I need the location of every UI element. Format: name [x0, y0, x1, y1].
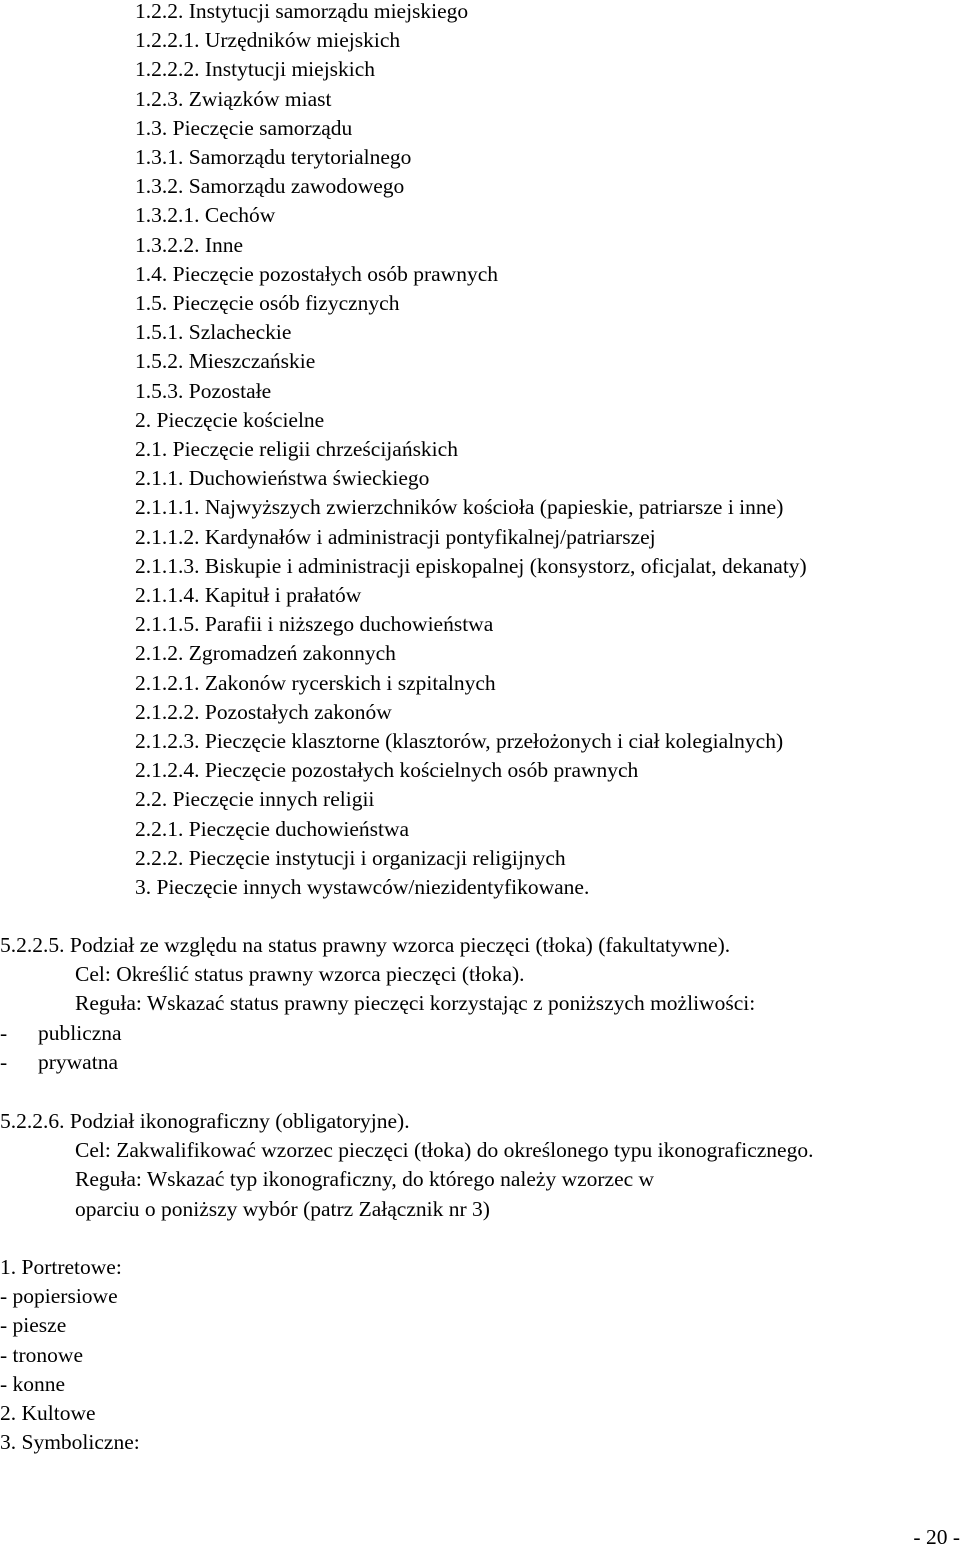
- section-rule: Reguła: Wskazać status prawny pieczęci korzystając z poniższych możliwości:: [75, 991, 756, 1016]
- type-item: - tronowe: [0, 1342, 83, 1367]
- outline-item: 1.3.2.2. Inne: [135, 232, 244, 257]
- iconographic-types-list: [0, 1253, 140, 1457]
- outline-item: 2.1.1.4. Kapituł i prałatów: [135, 583, 362, 608]
- classification-outline: [135, 0, 807, 902]
- outline-item: 2.1.1.5. Parafii i niższego duchowieństwa: [135, 612, 494, 637]
- dash-marker: -: [0, 1020, 8, 1045]
- option-item: [0, 1019, 960, 1048]
- option-label: prywatna: [38, 1049, 118, 1074]
- section-rule-continued: oparciu o poniższy wybór (patrz Załącznik nr 3): [75, 1196, 490, 1221]
- outline-item: 1.2.2. Instytucji samorządu miejskiego: [135, 0, 469, 23]
- outline-item: 1.5.1. Szlacheckie: [135, 320, 292, 345]
- outline-item: 2.1.2.3. Pieczęcie klasztorne (klasztorów, przełożonych i ciał kolegialnych): [135, 729, 784, 754]
- type-item: - konne: [0, 1371, 66, 1396]
- outline-item: 2.2. Pieczęcie innych religii: [135, 787, 375, 812]
- outline-item: 1.3. Pieczęcie samorządu: [135, 115, 353, 140]
- outline-item: 1.5. Pieczęcie osób fizycznych: [135, 291, 400, 316]
- outline-item: 1.5.3. Pozostałe: [135, 378, 272, 403]
- type-item: 2. Kultowe: [0, 1401, 96, 1426]
- section-heading: 5.2.2.5. Podział ze względu na status prawny wzorca pieczęci (tłoka) (fakultatywne).: [0, 933, 731, 957]
- outline-item: 2.2.1. Pieczęcie duchowieństwa: [135, 816, 410, 841]
- outline-item: 1.2.3. Związków miast: [135, 86, 332, 111]
- outline-item: 1.3.2. Samorządu zawodowego: [135, 174, 405, 199]
- option-item: [0, 1048, 960, 1077]
- outline-item: 1.3.1. Samorządu terytorialnego: [135, 145, 412, 170]
- outline-item: 2. Pieczęcie kościelne: [135, 407, 325, 432]
- section-5-2-2-5: [0, 931, 960, 1077]
- outline-item: 2.1.2.2. Pozostałych zakonów: [135, 699, 392, 724]
- outline-item: 2.1.1.3. Biskupie i administracji episkopalnej (konsystorz, oficjalat, dekanaty): [135, 553, 807, 578]
- option-label: publiczna: [38, 1020, 122, 1045]
- section-rule: Reguła: Wskazać typ ikonograficzny, do którego należy wzorzec w: [75, 1167, 655, 1192]
- page-number: - 20 -: [913, 1525, 960, 1549]
- outline-item: 3. Pieczęcie innych wystawców/niezidentyfikowane.: [135, 875, 590, 900]
- type-item: - popiersiowe: [0, 1284, 118, 1309]
- type-item: 1. Portretowe:: [0, 1255, 122, 1279]
- outline-item: 2.1.2. Zgromadzeń zakonnych: [135, 641, 396, 666]
- outline-item: 2.2.2. Pieczęcie instytucji i organizacji religijnych: [135, 845, 566, 870]
- outline-item: 2.1.1. Duchowieństwa świeckiego: [135, 466, 430, 491]
- section-goal: Cel: Zakwalifikować wzorzec pieczęci (tłoka) do określonego typu ikonograficznego.: [75, 1138, 814, 1163]
- type-item: - piesze: [0, 1313, 67, 1338]
- outline-item: 2.1.2.1. Zakonów rycerskich i szpitalnych: [135, 670, 496, 695]
- outline-item: 1.5.2. Mieszczańskie: [135, 349, 316, 374]
- outline-item: 2.1. Pieczęcie religii chrześcijańskich: [135, 437, 458, 462]
- section-goal: Cel: Określić status prawny wzorca pieczęci (tłoka).: [75, 962, 525, 987]
- section-5-2-2-6: [0, 1107, 960, 1224]
- outline-item: 1.4. Pieczęcie pozostałych osób prawnych: [135, 261, 498, 286]
- section-heading: 5.2.2.6. Podział ikonograficzny (obligatoryjne).: [0, 1109, 410, 1133]
- outline-item: 1.2.2.2. Instytucji miejskich: [135, 57, 376, 82]
- outline-item: 1.2.2.1. Urzędników miejskich: [135, 28, 401, 53]
- outline-item: 2.1.1.1. Najwyższych zwierzchników kościoła (papieskie, patriarsze i inne): [135, 495, 784, 520]
- type-item: 3. Symboliczne:: [0, 1430, 140, 1455]
- outline-item: 2.1.2.4. Pieczęcie pozostałych kościelnych osób prawnych: [135, 758, 639, 783]
- outline-item: 2.1.1.2. Kardynałów i administracji pontyfikalnej/patriarszej: [135, 524, 656, 549]
- dash-marker: -: [0, 1049, 8, 1074]
- outline-item: 1.3.2.1. Cechów: [135, 203, 276, 228]
